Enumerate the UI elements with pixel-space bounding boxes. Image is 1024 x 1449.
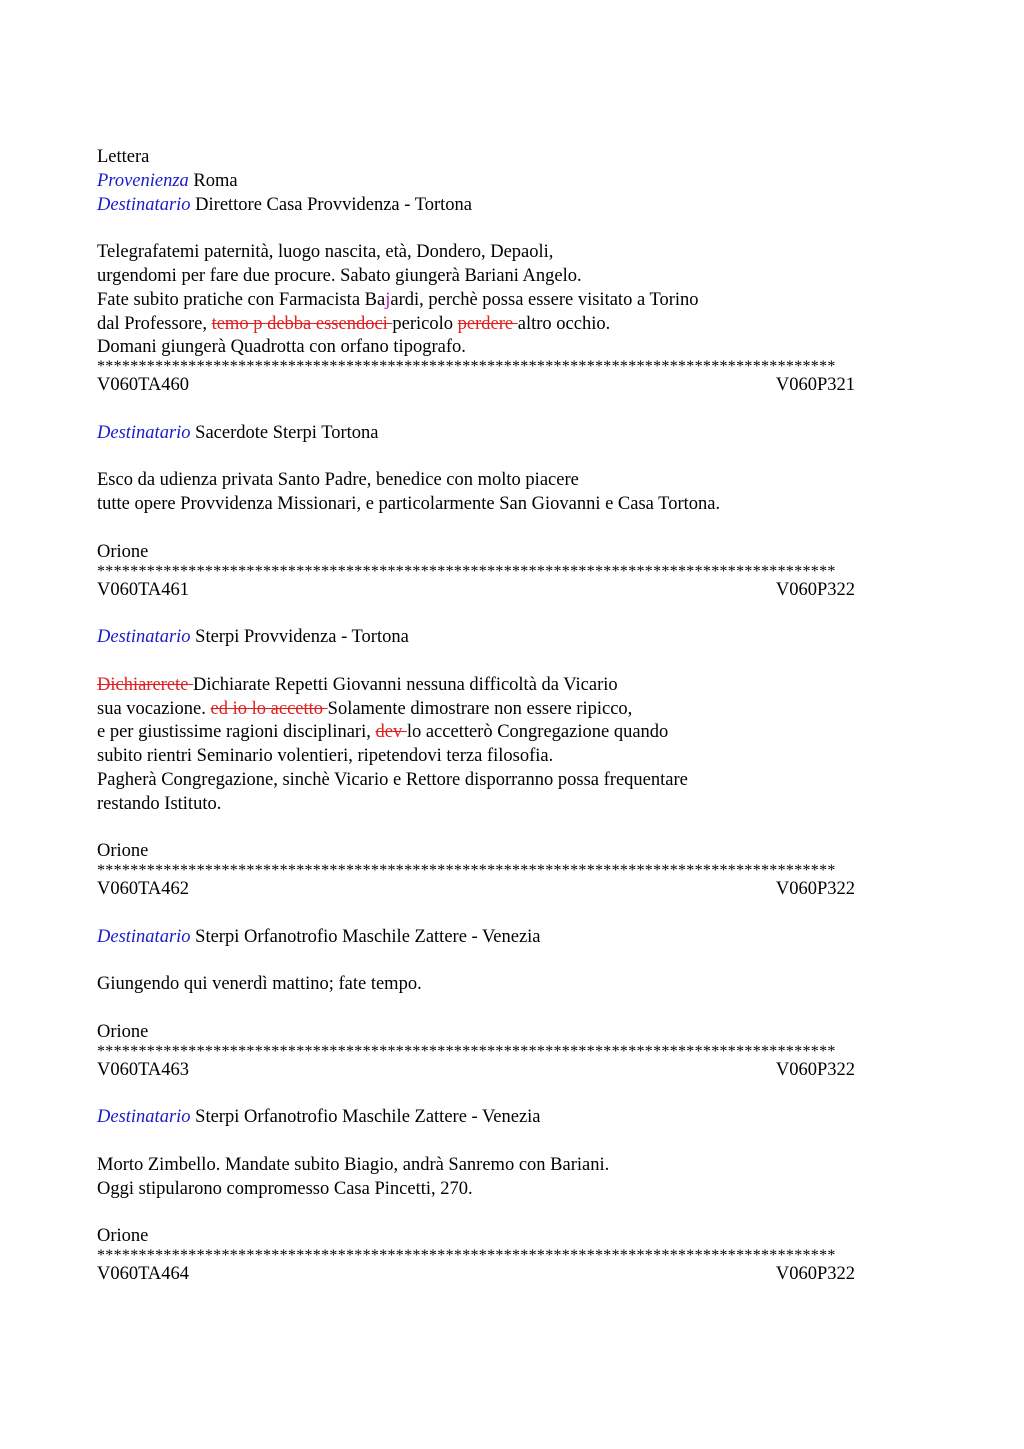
recipient-line (97, 194, 927, 218)
body-line: Oggi stipularono compromesso Casa Pincetti, 270. (97, 1178, 473, 1199)
separator: ***************************************************************************************** (97, 360, 836, 375)
body-line: urgendomi per fare due procure. Sabato giungerà Bariani Angelo. (97, 265, 582, 286)
provenance-label: Provenienza (97, 170, 189, 191)
recipient-value: Sacerdote Sterpi Tortona (195, 422, 379, 443)
body-line: Esco da udienza privata Santo Padre, benedice con molto piacere (97, 470, 579, 491)
code-right: V060P322 (775, 1059, 855, 1080)
body-line: Dichiarerete Dichiarate Repetti Giovanni nessuna difficoltà da Vicario (97, 674, 618, 695)
recipient-line (97, 626, 927, 650)
code-left: V060TA460 (97, 375, 190, 396)
reference-codes (97, 579, 855, 603)
deleted-text: Dichiarerete (97, 674, 194, 695)
signature: Orione (97, 1021, 149, 1042)
document-page (97, 146, 927, 1287)
inserted-letter: j (385, 289, 391, 310)
deleted-text: ed io lo accetto (210, 698, 328, 719)
recipient-line (97, 1106, 927, 1130)
provenance-value: Roma (193, 170, 238, 191)
separator: ***************************************************************************************** (97, 1044, 836, 1059)
body-line: Pagherà Congregazione, sinchè Vicario e Rettore disporranno possa frequentare (97, 769, 688, 790)
recipient-line (97, 926, 927, 950)
letter-type: Lettera (97, 147, 150, 167)
code-right: V060P322 (775, 1264, 855, 1285)
body-line: dal Professore, temo p debba essendoci pericolo perdere altro occhio. (97, 313, 611, 334)
body-line: sua vocazione. ed io lo accetto Solamente dimostrare non essere ripicco, (97, 698, 633, 719)
recipient-label: Destinatario (97, 422, 191, 443)
reference-codes (97, 374, 855, 398)
recipient-value: Direttore Casa Provvidenza - Tortona (195, 194, 472, 215)
code-right: V060P321 (775, 375, 855, 396)
recipient-value: Sterpi Orfanotrofio Maschile Zattere - Venezia (195, 1107, 541, 1128)
code-left: V060TA462 (97, 879, 190, 900)
recipient-label: Destinatario (97, 194, 191, 215)
signature: Orione (97, 841, 149, 862)
code-left: V060TA464 (97, 1264, 190, 1285)
recipient-value: Sterpi Orfanotrofio Maschile Zattere - Venezia (195, 926, 541, 947)
body-line: e per giustissime ragioni disciplinari, dev lo accetterò Congregazione quando (97, 722, 669, 743)
separator: ***************************************************************************************** (97, 1249, 836, 1264)
deleted-text: perdere (457, 313, 518, 334)
recipient-label: Destinatario (97, 926, 191, 947)
body-line: restando Istituto. (97, 793, 222, 814)
code-left: V060TA461 (97, 579, 190, 600)
body-line: subito rientri Seminario volentieri, ripetendovi terza filosofia. (97, 746, 554, 767)
signature: Orione (97, 1226, 149, 1247)
body-line: Morto Zimbello. Mandate subito Biagio, andrà Sanremo con Bariani. (97, 1154, 610, 1175)
recipient-value: Sterpi Provvidenza - Tortona (195, 627, 409, 648)
deleted-text: dev (375, 722, 407, 743)
deleted-text: temo p debba essendoci (211, 313, 393, 334)
recipient-line (97, 422, 927, 446)
reference-codes (97, 1263, 855, 1287)
code-right: V060P322 (775, 579, 855, 600)
separator: ***************************************************************************************** (97, 564, 836, 579)
code-right: V060P322 (775, 879, 855, 900)
recipient-label: Destinatario (97, 1107, 191, 1128)
body-line: Domani giungerà Quadrotta con orfano tipografo. (97, 337, 466, 358)
body-line: tutte opere Provvidenza Missionari, e particolarmente San Giovanni e Casa Tortona. (97, 494, 721, 515)
provenance-line (97, 170, 927, 194)
body-line: Telegrafatemi paternità, luogo nascita, età, Dondero, Depaoli, (97, 242, 554, 263)
signature: Orione (97, 541, 149, 562)
recipient-label: Destinatario (97, 627, 191, 648)
code-left: V060TA463 (97, 1059, 190, 1080)
reference-codes (97, 878, 855, 902)
reference-codes (97, 1059, 855, 1083)
separator: ***************************************************************************************** (97, 864, 836, 879)
body-line: Giungendo qui venerdì mattino; fate tempo. (97, 974, 422, 995)
body-line: Fate subito pratiche con Farmacista Bajardi, perchè possa essere visitato a Torino (97, 289, 699, 310)
